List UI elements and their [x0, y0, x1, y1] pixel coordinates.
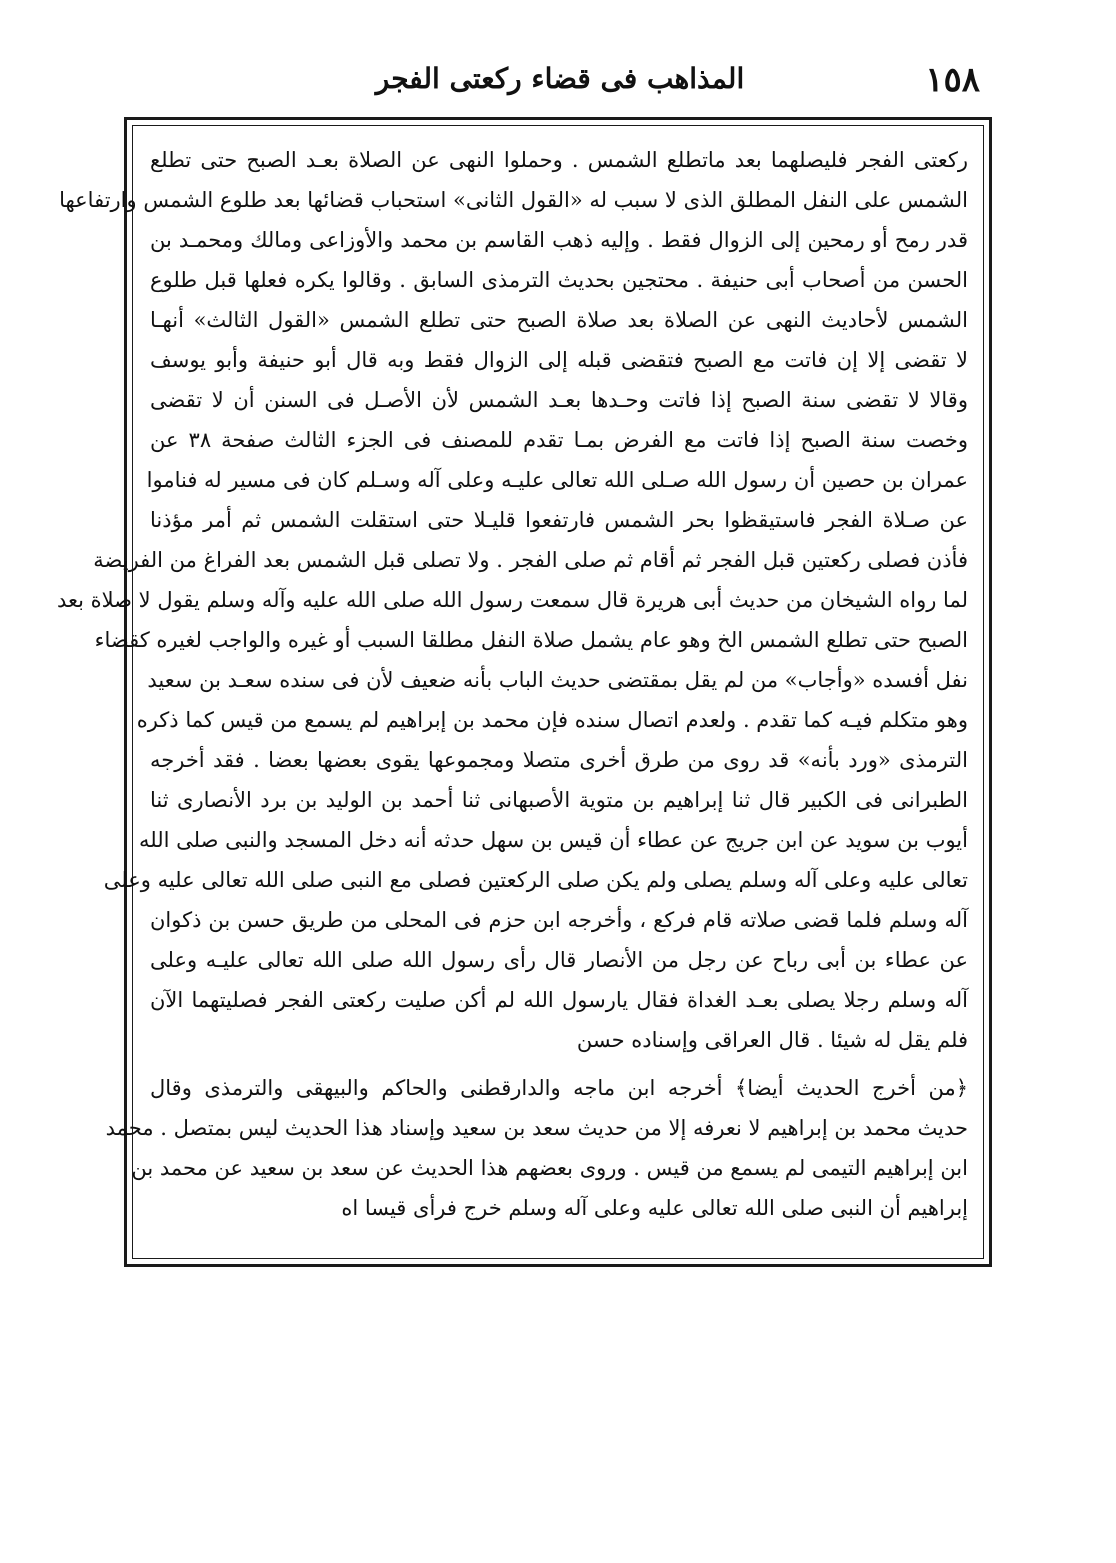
text-line: وقالا لا تقضى سنة الصبح إذا فاتت وحـدها بعـد الشمس لأن الأصـل فى السنن أن لا تقضى — [150, 388, 968, 412]
text-line: عن صـلاة الفجر فاستيقظوا بحر الشمس فارتفعوا قليـلا حتى استقلت الشمس ثم أمر مؤذنا — [150, 508, 968, 532]
text-line: الصبح حتى تطلع الشمس الخ وهو عام يشمل صلاة النفل مطلقا السبب أو غيره والواجب لغيره كقضاء — [94, 628, 968, 652]
text-line: لما رواه الشيخان من حديث أبى هريرة قال سمعت رسول الله صلى الله عليه وآله وسلم يقول لا صلاة بعد — [56, 588, 968, 612]
text-line: تعالى عليه وعلى آله وسلم يصلى ولم يكن صلى الركعتين فصلى مع النبى صلى الله تعالى عليه وعلى — [103, 868, 968, 892]
text-line: إبراهيم أن النبى صلى الله تعالى عليه وعلى آله وسلم خرج فرأى قيسا اه — [341, 1196, 968, 1220]
text-line: نفل أفسده «وأجاب» من لم يقل بمقتضى حديث الباب بأنه ضعيف لأن فى سنده سعـد بن سعيد — [147, 668, 968, 692]
text-line: قدر رمح أو رمحين إلى الزوال فقط . وإليه ذهب القاسم بن محمد والأوزاعى ومالك ومحمـد بن — [150, 228, 968, 252]
text-line: الشمس لأحاديث النهى عن الصلاة بعد صلاة الصبح حتى تطلع الشمس «القول الثالث» أنهـا — [150, 308, 968, 332]
text-line: فأذن فصلى ركعتين قبل الفجر ثم أقام ثم صلى الفجر . ولا تصلى قبل الشمس بعد الفراغ من الفريضة — [93, 548, 968, 572]
running-title: المذاهب فى قضاء ركعتى الفجر — [375, 62, 745, 95]
page-number: ١٥٨ — [925, 60, 980, 100]
text-line: عمران بن حصين أن رسول الله صـلى الله تعالى عليـه وعلى آله وسـلم كان فى مسير له فناموا — [146, 468, 968, 492]
text-line: ابن إبراهيم التيمى لم يسمع من قيس . وروى بعضهم هذا الحديث عن سعد بن سعيد عن محمد بن — [131, 1156, 968, 1180]
text-line: آله وسلم رجلا يصلى بعـد الغداة فقال يارسول الله لم أكن صليت ركعتى الفجر فصليتهما الآن — [150, 988, 968, 1012]
text-line: الشمس على النفل المطلق الذى لا سبب له «القول الثانى» استحباب قضائها بعد طلوع الشمس وارتفاعها — [59, 188, 968, 212]
text-line: آله وسلم فلما قضى صلاته قام فركع ، وأخرجه ابن حزم فى المحلى من طريق حسن بن ذكوان — [150, 908, 968, 932]
main-text — [56, 140, 968, 1228]
text-line: عن عطاء بن أبى رباح عن رجل من الأنصار قال رأى رسول الله صلى الله تعالى عليـه وعلى — [150, 948, 968, 972]
text-line: أيوب بن سويد عن ابن جريج عن عطاء أن قيس بن سهل حدثه أنه دخل المسجد والنبى صلى الله — [139, 828, 968, 852]
text-line: لا تقضى إلا إن فاتت مع الصبح فتقضى قبله إلى الزوال فقط وبه قال أبو حنيفة وأبو يوسف — [150, 348, 968, 372]
text-line: فلم يقل له شيئا . قال العراقى وإسناده حسن — [576, 1028, 968, 1052]
text-line: حديث محمد بن إبراهيم لا نعرفه إلا من حديث سعد بن سعيد وإسناد هذا الحديث ليس بمتصل . محمد — [105, 1116, 968, 1140]
text-line: وخصت سنة الصبح إذا فاتت مع الفرض بمـا تقدم للمصنف فى الجزء الثالث صفحة ٣٨ عن — [150, 428, 968, 452]
page-header — [140, 58, 980, 108]
text-line: وهو متكلم فيـه كما تقدم . ولعدم اتصال سنده فإن محمد بن إبراهيم لم يسمع من قيس كما ذكره — [136, 708, 968, 732]
text-line: الترمذى «ورد بأنه» قد روى من طرق أخرى متصلا ومجموعها يقوى بعضها بعضا . فقد أخرجه — [150, 748, 968, 772]
text-line: ركعتى الفجر فليصلهما بعد ماتطلع الشمس . وحملوا النهى عن الصلاة بعـد الصبح حتى تطلع — [150, 148, 968, 172]
text-line: الحسن من أصحاب أبى حنيفة . محتجين بحديث الترمذى السابق . وقالوا يكره فعلها قبل طلوع — [150, 268, 968, 292]
text-line: الطبرانى فى الكبير قال ثنا إبراهيم بن متوية الأصبهانى ثنا أحمد بن الوليد بن برد الأنصارى ثنا — [150, 788, 968, 812]
text-line-section-heading: ﴿من أخرج الحديث أيضا﴾ أخرجه ابن ماجه والدارقطنى والحاكم والبيهقى والترمذى وقال — [150, 1076, 968, 1100]
